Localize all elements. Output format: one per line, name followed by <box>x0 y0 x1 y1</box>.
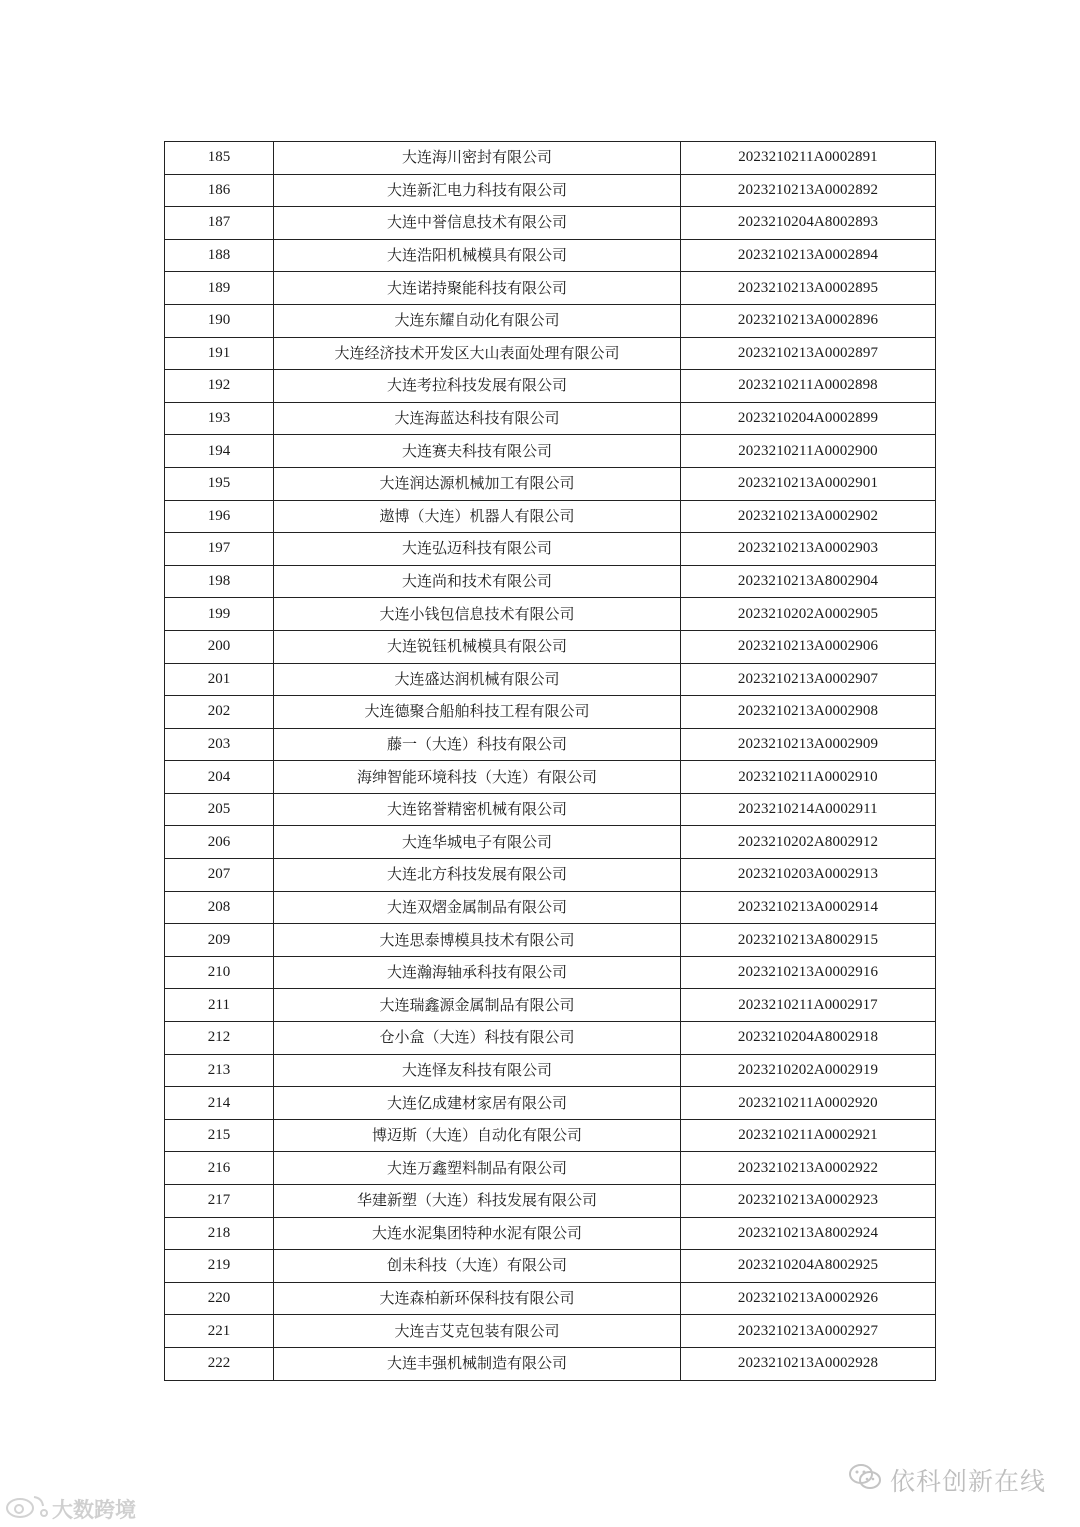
row-number-cell: 196 <box>165 500 274 533</box>
company-name-cell: 华建新塑（大连）科技发展有限公司 <box>274 1185 681 1218</box>
registration-code-cell: 2023210202A0002919 <box>681 1054 936 1087</box>
table-row <box>165 956 936 989</box>
registration-code-cell: 2023210211A0002921 <box>681 1119 936 1152</box>
table-row <box>165 989 936 1022</box>
row-number-cell: 206 <box>165 826 274 859</box>
row-number-cell: 189 <box>165 272 274 305</box>
table-row <box>165 826 936 859</box>
company-name-cell: 大连考拉科技发展有限公司 <box>274 370 681 403</box>
registration-code-cell: 2023210213A8002904 <box>681 565 936 598</box>
company-name-cell: 大连森柏新环保科技有限公司 <box>274 1282 681 1315</box>
row-number-cell: 185 <box>165 142 274 175</box>
table-row <box>165 793 936 826</box>
table-row <box>165 924 936 957</box>
company-name-cell: 创未科技（大连）有限公司 <box>274 1250 681 1283</box>
registration-code-cell: 2023210211A0002920 <box>681 1087 936 1120</box>
row-number-cell: 215 <box>165 1119 274 1152</box>
row-number-cell: 195 <box>165 467 274 500</box>
table-row <box>165 1185 936 1218</box>
table-row <box>165 1087 936 1120</box>
company-name-cell: 大连华城电子有限公司 <box>274 826 681 859</box>
registration-code-cell: 2023210211A0002910 <box>681 761 936 794</box>
company-name-cell: 大连弘迈科技有限公司 <box>274 533 681 566</box>
table-row <box>165 696 936 729</box>
registration-code-cell: 2023210211A0002900 <box>681 435 936 468</box>
table-row <box>165 1152 936 1185</box>
row-number-cell: 203 <box>165 728 274 761</box>
company-name-cell: 遨博（大连）机器人有限公司 <box>274 500 681 533</box>
table-row <box>165 1250 936 1283</box>
registration-code-cell: 2023210213A0002894 <box>681 239 936 272</box>
registration-code-cell: 2023210204A8002918 <box>681 1022 936 1055</box>
registration-code-cell: 2023210213A0002923 <box>681 1185 936 1218</box>
row-number-cell: 187 <box>165 207 274 240</box>
row-number-cell: 212 <box>165 1022 274 1055</box>
registration-code-cell: 2023210211A0002891 <box>681 142 936 175</box>
table-row <box>165 1217 936 1250</box>
registration-code-cell: 2023210213A0002901 <box>681 467 936 500</box>
company-name-cell: 大连东耀自动化有限公司 <box>274 304 681 337</box>
registration-code-cell: 2023210213A0002928 <box>681 1347 936 1380</box>
table-row <box>165 1315 936 1348</box>
watermark-weibo <box>4 1493 136 1524</box>
table-row <box>165 1054 936 1087</box>
company-name-cell: 大连小钱包信息技术有限公司 <box>274 598 681 631</box>
table-row <box>165 402 936 435</box>
row-number-cell: 222 <box>165 1347 274 1380</box>
registration-code-cell: 2023210213A0002922 <box>681 1152 936 1185</box>
row-number-cell: 218 <box>165 1217 274 1250</box>
row-number-cell: 210 <box>165 956 274 989</box>
registration-code-cell: 2023210214A0002911 <box>681 793 936 826</box>
table-row <box>165 207 936 240</box>
company-name-cell: 大连瀚海轴承科技有限公司 <box>274 956 681 989</box>
table-row <box>165 435 936 468</box>
registration-code-cell: 2023210204A0002899 <box>681 402 936 435</box>
registration-code-cell: 2023210213A0002902 <box>681 500 936 533</box>
company-name-cell: 大连北方科技发展有限公司 <box>274 859 681 892</box>
row-number-cell: 192 <box>165 370 274 403</box>
registration-code-cell: 2023210213A0002914 <box>681 891 936 924</box>
row-number-cell: 194 <box>165 435 274 468</box>
table-row <box>165 1347 936 1380</box>
weibo-icon <box>4 1493 50 1524</box>
company-name-cell: 博迈斯（大连）自动化有限公司 <box>274 1119 681 1152</box>
company-name-cell: 大连吉艾克包装有限公司 <box>274 1315 681 1348</box>
company-name-cell: 大连中誉信息技术有限公司 <box>274 207 681 240</box>
company-name-cell: 大连诺持聚能科技有限公司 <box>274 272 681 305</box>
row-number-cell: 204 <box>165 761 274 794</box>
company-name-cell: 大连海蓝达科技有限公司 <box>274 402 681 435</box>
row-number-cell: 207 <box>165 859 274 892</box>
row-number-cell: 220 <box>165 1282 274 1315</box>
row-number-cell: 199 <box>165 598 274 631</box>
table-row <box>165 337 936 370</box>
row-number-cell: 214 <box>165 1087 274 1120</box>
table-row <box>165 728 936 761</box>
row-number-cell: 213 <box>165 1054 274 1087</box>
row-number-cell: 205 <box>165 793 274 826</box>
registration-code-cell: 2023210202A0002905 <box>681 598 936 631</box>
row-number-cell: 202 <box>165 696 274 729</box>
table-row <box>165 304 936 337</box>
row-number-cell: 200 <box>165 630 274 663</box>
table-row <box>165 1119 936 1152</box>
company-name-cell: 大连丰强机械制造有限公司 <box>274 1347 681 1380</box>
company-name-cell: 大连瑞鑫源金属制品有限公司 <box>274 989 681 1022</box>
company-name-cell: 大连水泥集团特种水泥有限公司 <box>274 1217 681 1250</box>
row-number-cell: 208 <box>165 891 274 924</box>
company-name-cell: 大连德聚合船舶科技工程有限公司 <box>274 696 681 729</box>
registration-code-cell: 2023210213A0002895 <box>681 272 936 305</box>
company-name-cell: 大连浩阳机械模具有限公司 <box>274 239 681 272</box>
company-name-cell: 大连万鑫塑料制品有限公司 <box>274 1152 681 1185</box>
registration-code-cell: 2023210213A0002907 <box>681 663 936 696</box>
company-name-cell: 大连双熠金属制品有限公司 <box>274 891 681 924</box>
table-row <box>165 1282 936 1315</box>
row-number-cell: 221 <box>165 1315 274 1348</box>
registration-code-cell: 2023210213A0002906 <box>681 630 936 663</box>
row-number-cell: 216 <box>165 1152 274 1185</box>
company-name-cell: 大连盛达润机械有限公司 <box>274 663 681 696</box>
company-name-cell: 大连新汇电力科技有限公司 <box>274 174 681 207</box>
company-name-cell: 大连经济技术开发区大山表面处理有限公司 <box>274 337 681 370</box>
registration-code-cell: 2023210211A0002898 <box>681 370 936 403</box>
table-row <box>165 1022 936 1055</box>
table-row <box>165 142 936 175</box>
company-name-cell: 大连锐钰机械模具有限公司 <box>274 630 681 663</box>
table-row <box>165 663 936 696</box>
company-name-cell: 大连怿友科技有限公司 <box>274 1054 681 1087</box>
company-name-cell: 大连亿成建材家居有限公司 <box>274 1087 681 1120</box>
registration-code-cell: 2023210213A0002909 <box>681 728 936 761</box>
company-name-cell: 海绅智能环境科技（大连）有限公司 <box>274 761 681 794</box>
registration-code-cell: 2023210213A8002915 <box>681 924 936 957</box>
row-number-cell: 186 <box>165 174 274 207</box>
table-row <box>165 500 936 533</box>
table-row <box>165 891 936 924</box>
table-row <box>165 859 936 892</box>
registration-code-cell: 2023210213A0002908 <box>681 696 936 729</box>
row-number-cell: 197 <box>165 533 274 566</box>
company-name-cell: 藤一（大连）科技有限公司 <box>274 728 681 761</box>
row-number-cell: 211 <box>165 989 274 1022</box>
row-number-cell: 193 <box>165 402 274 435</box>
registration-code-cell: 2023210213A0002896 <box>681 304 936 337</box>
registration-code-cell: 2023210202A8002912 <box>681 826 936 859</box>
company-name-cell: 大连尚和技术有限公司 <box>274 565 681 598</box>
registration-code-cell: 2023210213A0002897 <box>681 337 936 370</box>
registration-code-cell: 2023210213A8002924 <box>681 1217 936 1250</box>
row-number-cell: 188 <box>165 239 274 272</box>
table-row <box>165 370 936 403</box>
registration-code-cell: 2023210213A0002892 <box>681 174 936 207</box>
row-number-cell: 191 <box>165 337 274 370</box>
registration-code-cell: 2023210211A0002917 <box>681 989 936 1022</box>
table-row <box>165 761 936 794</box>
company-name-cell: 大连思泰博模具技术有限公司 <box>274 924 681 957</box>
table-row <box>165 239 936 272</box>
table-row <box>165 533 936 566</box>
row-number-cell: 217 <box>165 1185 274 1218</box>
table-body <box>165 142 936 1381</box>
row-number-cell: 209 <box>165 924 274 957</box>
wechat-icon <box>848 1463 882 1497</box>
registration-code-cell: 2023210204A8002925 <box>681 1250 936 1283</box>
table-row <box>165 565 936 598</box>
company-name-cell: 大连铭誉精密机械有限公司 <box>274 793 681 826</box>
company-name-cell: 大连海川密封有限公司 <box>274 142 681 175</box>
row-number-cell: 198 <box>165 565 274 598</box>
table-row <box>165 174 936 207</box>
company-name-cell: 仓小盒（大连）科技有限公司 <box>274 1022 681 1055</box>
table-row <box>165 598 936 631</box>
row-number-cell: 219 <box>165 1250 274 1283</box>
registration-code-cell: 2023210213A0002916 <box>681 956 936 989</box>
watermark-left-text: 大数跨境 <box>52 1497 136 1522</box>
registration-code-cell: 2023210204A8002893 <box>681 207 936 240</box>
registration-code-cell: 2023210213A0002926 <box>681 1282 936 1315</box>
table-row <box>165 630 936 663</box>
company-name-cell: 大连赛夫科技有限公司 <box>274 435 681 468</box>
watermark-wechat <box>848 1462 1046 1498</box>
registration-code-cell: 2023210213A0002903 <box>681 533 936 566</box>
company-name-cell: 大连润达源机械加工有限公司 <box>274 467 681 500</box>
row-number-cell: 190 <box>165 304 274 337</box>
registration-table <box>164 141 936 1381</box>
table-row <box>165 272 936 305</box>
registration-code-cell: 2023210203A0002913 <box>681 859 936 892</box>
table-row <box>165 467 936 500</box>
watermark-right-text: 依科创新在线 <box>889 1467 1046 1496</box>
registration-code-cell: 2023210213A0002927 <box>681 1315 936 1348</box>
row-number-cell: 201 <box>165 663 274 696</box>
